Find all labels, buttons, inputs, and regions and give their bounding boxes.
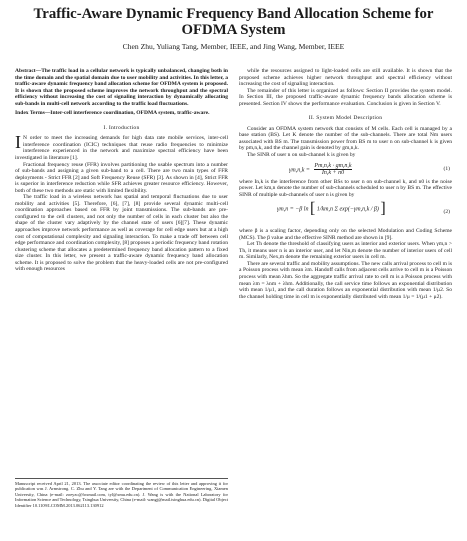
system-paragraph-4: where β is a scaling factor, depending only on the selected Modulation and Coding Scheme (MCS). The β value and the effective SINR method are shown in [9]. (239, 228, 452, 241)
equation-1-numerator: Pm,n,k · gm,n,k (314, 162, 352, 169)
intro-paragraph-1-text: N order to meet the increasing demands for high data rate mobile services, inter-cell interference coordination (ICIC) techniques that reuse radio frequencies to minimize interference experienced in the network and maximize spectral efficiency have been investigated in literature [1]. (15, 135, 228, 162)
footnote (15, 478, 228, 508)
equation-2: γm,n = −β ln [ 1/km,n Σ exp(−γm,n,k / β) ] (2) (277, 200, 450, 218)
intro-paragraph-5: The remainder of this letter is organized as follows: Section II provides the system model. In Section III, the proposed traffic-aware dynamic frequency bands allocation scheme is presented. Section IV shows the performance evaluation. Conclusion is given in Section V. (239, 87, 452, 107)
equation-2-lhs: γm,n = −β ln (277, 206, 309, 213)
intro-paragraph-4: while the resources assigned to light-loaded cells are still available. It is shown that the proposed scheme achieves higher network throughput and spectral efficiency without increasing the cost of signaling interaction. (239, 68, 452, 88)
intro-paragraph-2: Fractional frequency reuse (FFR) involves partitioning the usable spectrum into a number of sub-bands and assigning a given sub-band to a cell. There are two main types of FFR deployments - Strict FFR [2] and Soft Frequency Reuse (SFR) [3]. As shown in [4], Strict FFR is superior in interference reduction while SFR achieves greater resource efficiency. However, both of these two methods are static with limited flexibility. (15, 161, 228, 194)
left-column (15, 68, 228, 273)
equation-1-denominator: In,k + n0 (321, 170, 345, 177)
equation-1-lhs: γm,n,k = (289, 167, 310, 174)
system-paragraph-5: Let Th denote the threshold of classifying users as interior and exterior users. When γm,n > Th, it means user n is an interior user, and let Nin,m denote the number of interior users of cell m. Similarly, Nex,m denote the remaining exterior users in cell m. (239, 241, 452, 261)
index-terms: Index Terms—Inter-cell interference coordination, OFDMA system, traffic-aware. (15, 110, 210, 117)
footnote-text: Manuscript received April 21, 2013. The associate editor coordinating the review of this letter and approving it for publication was J. Armstrong. C. Zhu and Y. Tang are with the Department of Communication Engineering, Xiamen University, China (e-mail: zoeyzc@foxmail.com, tyl@xmu.edu.cn). J. Wang is with the National Laboratory for Information Science and Technology, Tsinghua University, China (e-mail: wangj@mail.tsinghua.edu.cn). Digital Object Identifier 10.1109/LCOMM.2013.062113.130912 (15, 481, 228, 508)
equation-2-number: (2) (443, 209, 450, 216)
abstract: Abstract—The traffic load in a cellular network is typically unbalanced, changing both in the time domain and the spatial domain due to user mobility and activities. In this letter, a traffic-aware dynamic frequency band allocation scheme for OFDMA system is proposed. It is shown that the proposed scheme improves the network throughput and the spectral efficiency without increasing the cost of signaling interaction by dynamically allocating sub-bands in multi-cell network according to the traffic load fluctuations. (15, 68, 228, 107)
system-paragraph-6: There are several traffic and mobility assumptions. The new calls arrival process to cell m is a Poisson process with mean λm. Handoff calls from adjacent cells arrive to cell m is a Poisson process with mean λhm. So the aggregate traffic arrival rate to cell m is a Poisson process with mean λm = λnm + λhm. Additionally, the call service time follows an exponential distribution with mean 1/μ1, and the call duration follows an exponential distribution with mean 1/μ2. So the channel holding time in cell m is exponentially distributed with mean 1/μ = 1/(μ1 + μ2). (239, 260, 452, 300)
right-column (239, 68, 452, 300)
system-paragraph-3: where In,k is the interference from other BSs to user n on sub-channel k, and n0 is the noise power. Let km,n denote the number of sub-channels scheduled to user n by BS m. The effective SINR of multiple sub-channels of user n is given by (239, 178, 452, 198)
intro-paragraph-3: The traffic load in a wireless network has spatial and temporal fluctuations due to user mobility and activities [5]. Therefore, [6], [7], [8] provide several dynamic multi-cell coordination approaches based on FFR by joint transmissions. The sub-bands are pre-configured to the cell clusters, and not only the number of cells in each cluster but also the shape of the cluster vary adaptively by the channel state of users [6][7]. These dynamic approaches improve network performance as well as coverage for cell edge users but at a high cost of computational complexity and signaling interaction. To make a trade off between cell edge performance and coordination complexity, [8] proposes a periodic frequency band rotation clustering scheme that allocates a predetermined frequency band allocation pattern to a fixed size cluster. In this letter, we present a traffic-aware dynamic frequency band allocation scheme. It is proposed to solve the problem that the heavy-loaded cells are not pre-configured with enough resources (15, 194, 228, 273)
equation-1 (239, 161, 452, 177)
section-heading-system-model: II. System Model Description (308, 115, 383, 122)
system-paragraph-2: The SINR of user n on sub-channel k is given by (247, 152, 356, 159)
section-heading-introduction: I. Introduction (103, 124, 140, 131)
equation-2-inner: 1/km,n Σ exp(−γm,n,k / β) (316, 206, 379, 213)
drop-cap-letter: I (15, 132, 21, 153)
equation-1-number: (1) (443, 165, 450, 172)
paper-authors: Chen Zhu, Yuliang Tang, Member, IEEE, and Jing Wang, Member, IEEE (122, 42, 345, 51)
intro-paragraph-1 (15, 132, 228, 162)
paper-title: Traffic-Aware Dynamic Frequency Band Allocation Scheme for OFDMA System (33, 6, 434, 38)
system-paragraph-1: Consider an OFDMA system network that consists of M cells. Each cell is managed by a base station (BS). Let K denote the number of the sub-channels. There are total Nm users associated with BS m. The transmission power from BS m to user n on sub-channel k is given by pm,n,k, and the channel gain is denoted by gm,n,k. (239, 125, 452, 152)
